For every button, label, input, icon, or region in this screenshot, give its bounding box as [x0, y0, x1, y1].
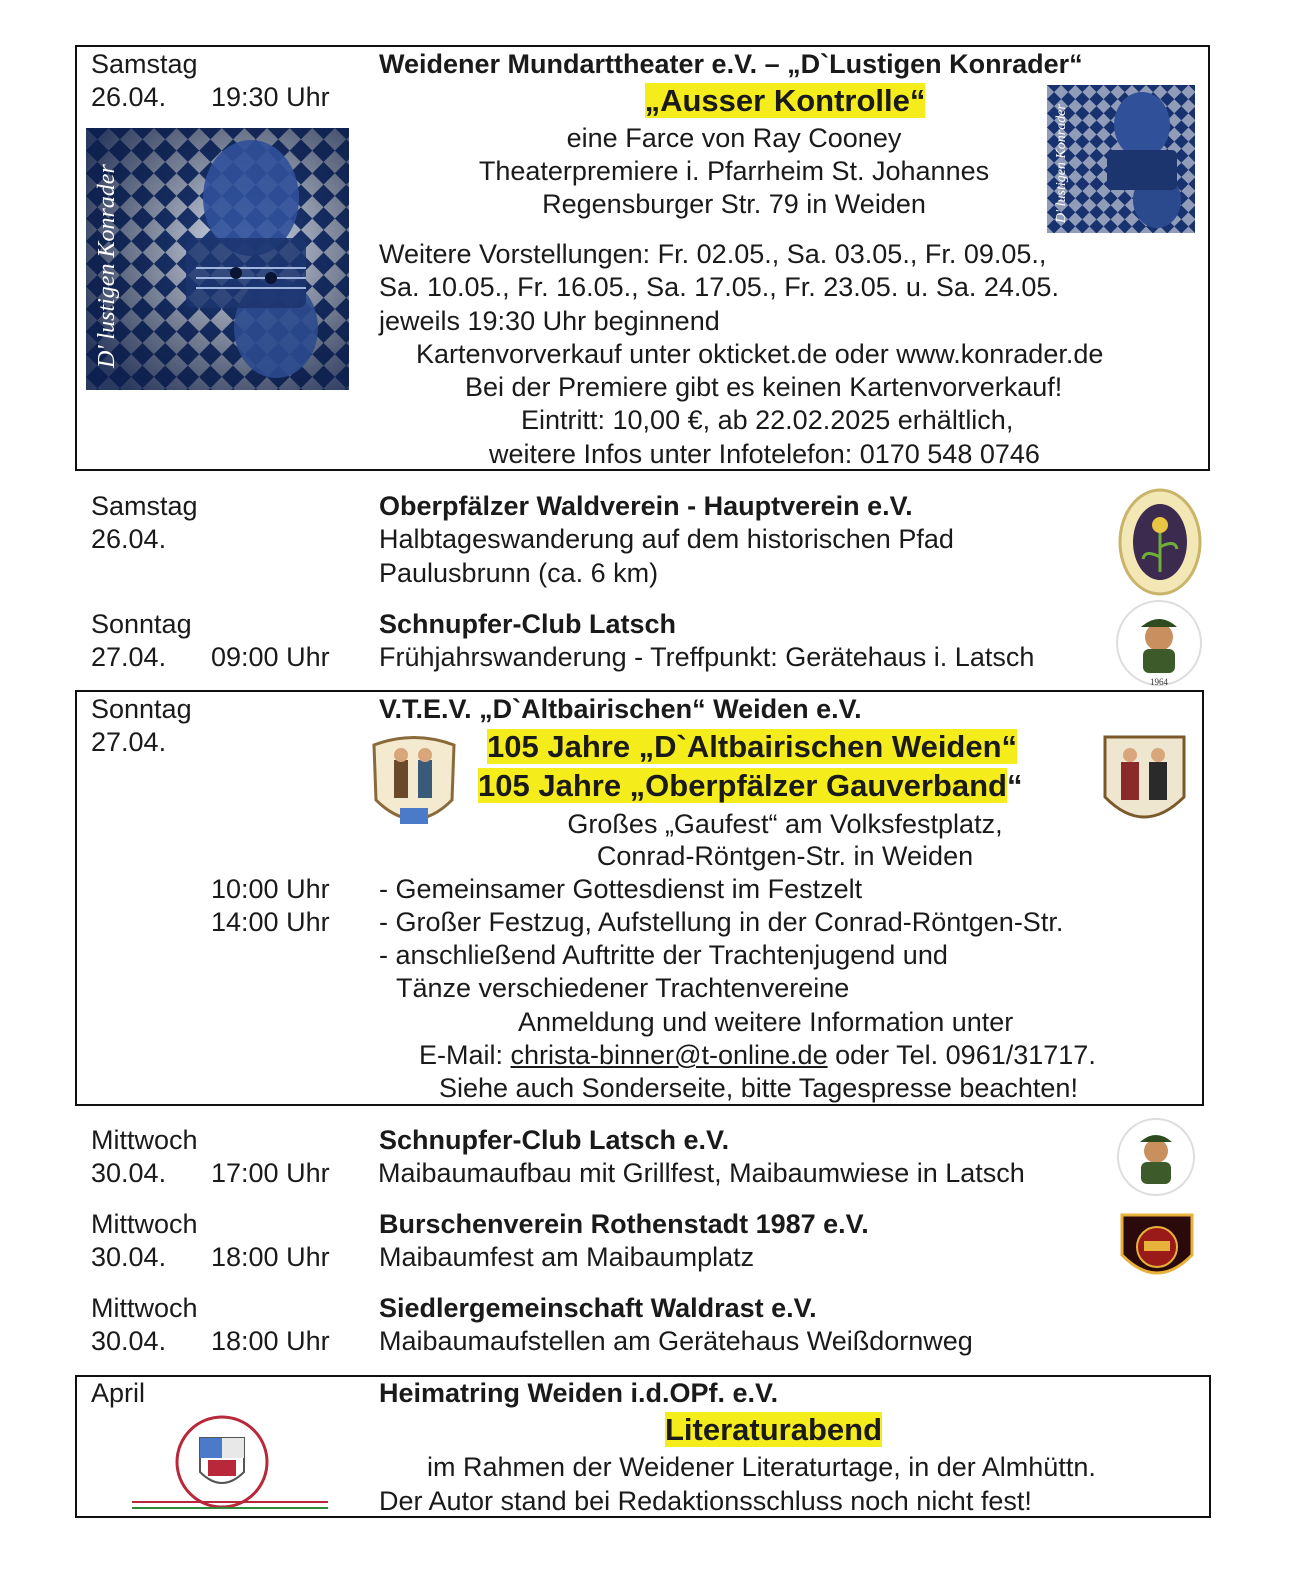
event-date: 27.04. — [91, 727, 167, 757]
event-time: 19:30 Uhr — [211, 82, 330, 112]
event-day: Sonntag — [91, 694, 192, 724]
event-date: 26.04. — [91, 524, 167, 554]
konrader-logo-text: D' lustigen Konrader — [94, 164, 120, 368]
event-line: - anschließend Auftritte der Trachtenjugend und — [379, 940, 948, 970]
burschenverein-logo — [1116, 1207, 1198, 1289]
svg-text:D' lustigen Konrader: D' lustigen Konrader — [1054, 104, 1069, 223]
event-line: Kartenvorverkauf unter okticket.de oder www.konrader.de — [416, 339, 1104, 369]
event-date: 26.04. — [91, 82, 167, 112]
event-title-line — [478, 767, 1022, 805]
event-organizer: Burschenverein Rothenstadt 1987 e.V. — [379, 1209, 869, 1239]
event-line: Halbtageswanderung auf dem historischen Pfad — [379, 524, 954, 554]
email-link[interactable]: christa-binner@t-online.de — [510, 1040, 828, 1070]
event-email-line — [419, 1039, 1096, 1072]
event-time: 09:00 Uhr — [211, 642, 330, 672]
event-line: Eintritt: 10,00 €, ab 22.02.2025 erhältlich, — [521, 405, 1014, 435]
event-day: April — [91, 1378, 146, 1408]
event-date: 30.04. — [91, 1326, 167, 1356]
event-line: Regensburger Str. 79 in Weiden — [542, 189, 926, 219]
event-line: - Großer Festzug, Aufstellung in der Conrad-Röntgen-Str. — [379, 907, 1064, 937]
schnupferclub-logo-2 — [1111, 1115, 1201, 1200]
event-time: 17:00 Uhr — [211, 1158, 330, 1188]
event-line: weitere Infos unter Infotelefon: 0170 548 0746 — [489, 439, 1040, 469]
event-line: Bei der Premiere gibt es keinen Kartenvorverkauf! — [465, 372, 1063, 402]
event-line: Großes „Gaufest“ am Volksfestplatz, — [567, 809, 1003, 839]
event-time: 18:00 Uhr — [211, 1326, 330, 1356]
event-title-line — [665, 1411, 882, 1449]
event-day: Samstag — [91, 49, 198, 79]
event-line: - Gemeinsamer Gottesdienst im Festzelt — [379, 874, 863, 904]
event-date: 30.04. — [91, 1242, 167, 1272]
event-time: 18:00 Uhr — [211, 1242, 330, 1272]
event-organizer: Schnupfer-Club Latsch e.V. — [379, 1125, 730, 1155]
heimatring-logo — [130, 1410, 330, 1515]
event-day: Mittwoch — [91, 1293, 198, 1323]
event-line: Frühjahrswanderung - Treffpunkt: Gerätehaus i. Latsch — [379, 642, 1035, 672]
event-line: Maibaumaufstellen am Gerätehaus Weißdornweg — [379, 1326, 973, 1356]
waldverein-logo — [1115, 487, 1205, 597]
event-organizer: Oberpfälzer Waldverein - Hauptverein e.V. — [379, 491, 913, 521]
event-line: Siehe auch Sonderseite, bitte Tagespresse beachten! — [439, 1073, 1078, 1103]
event-time: 14:00 Uhr — [211, 907, 330, 937]
event-line: Anmeldung und weitere Information unter — [518, 1007, 1014, 1037]
event-date: 27.04. — [91, 642, 167, 672]
event-line: Maibaumaufbau mit Grillfest, Maibaumwiese in Latsch — [378, 1158, 1025, 1188]
event-title-line — [487, 728, 1017, 766]
event-line: Tänze verschiedener Trachtenvereine — [396, 973, 850, 1003]
konrader-poster-image — [86, 128, 349, 390]
event-day: Sonntag — [91, 609, 192, 639]
email-prefix: E-Mail: — [419, 1040, 511, 1070]
schnupferclub-logo — [1111, 597, 1207, 689]
event-day: Mittwoch — [91, 1125, 198, 1155]
event-title: „Ausser Kontrolle“ — [644, 83, 926, 118]
event-day: Samstag — [91, 491, 198, 521]
event-title-2: 105 Jahre „Oberpfälzer Gauverband — [478, 768, 1007, 803]
event-title-1: 105 Jahre „D`Altbairischen Weiden“ — [487, 729, 1018, 764]
event-day: Mittwoch — [91, 1209, 198, 1239]
event-line: Weitere Vorstellungen: Fr. 02.05., Sa. 03.05., Fr. 09.05., — [379, 239, 1047, 269]
event-title: Literaturabend — [665, 1412, 883, 1447]
event-line: Der Autor stand bei Redaktionsschluss noch nicht fest! — [379, 1486, 1032, 1516]
event-organizer: Weidener Mundarttheater e.V. – „D`Lustigen Konrader“ — [379, 49, 1083, 79]
event-line: jeweils 19:30 Uhr beginnend — [379, 306, 720, 336]
event-organizer: Schnupfer-Club Latsch — [379, 609, 677, 639]
event-line: Conrad-Röntgen-Str. in Weiden — [596, 841, 974, 871]
event-title-2-end: “ — [1006, 768, 1023, 803]
schnupferclub-logo-year: 1964 — [1150, 677, 1168, 687]
event-line: Theaterpremiere i. Pfarrheim St. Johannes — [478, 156, 990, 186]
event-date: 30.04. — [91, 1158, 167, 1188]
event-line: Paulusbrunn (ca. 6 km) — [379, 558, 659, 588]
event-time: 10:00 Uhr — [211, 874, 330, 904]
email-suffix: oder Tel. 0961/31717. — [827, 1040, 1096, 1070]
event-line: im Rahmen der Weidener Literaturtage, in der Almhüttn. — [427, 1452, 1096, 1482]
event-line: Maibaumfest am Maibaumplatz — [379, 1242, 755, 1272]
event-organizer: Heimatring Weiden i.d.OPf. e.V. — [379, 1378, 779, 1408]
event-organizer: V.T.E.V. „D`Altbairischen“ Weiden e.V. — [379, 694, 862, 724]
event-organizer: Siedlergemeinschaft Waldrast e.V. — [379, 1293, 817, 1323]
event-line: eine Farce von Ray Cooney — [566, 123, 902, 153]
event-line: Sa. 10.05., Fr. 16.05., Sa. 17.05., Fr. 23.05. u. Sa. 24.05. — [379, 272, 1059, 302]
